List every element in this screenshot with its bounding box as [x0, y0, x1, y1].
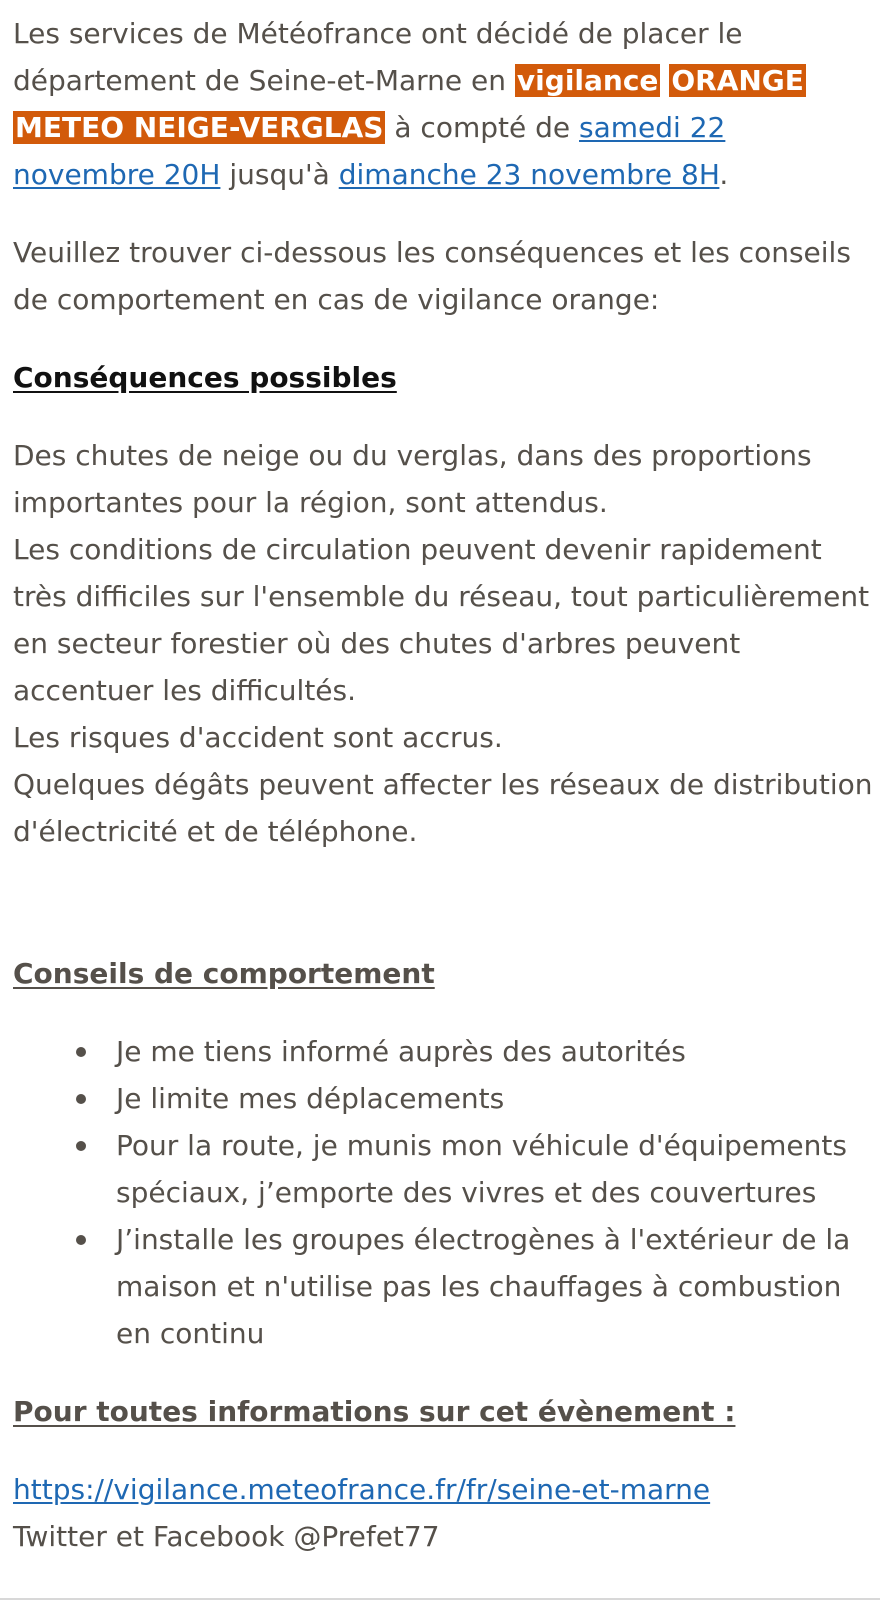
- neige-verglas-highlight: METEO NEIGE-VERGLAS: [15, 111, 384, 144]
- info-heading: Pour toutes informations sur cet évènement :: [13, 1395, 736, 1428]
- bullet-icon: [76, 1141, 86, 1151]
- list-item-text: Je limite mes déplacements: [116, 1082, 505, 1115]
- list-item: [116, 1216, 873, 1357]
- intro-paragraph: [13, 10, 873, 198]
- intro-text-end: .: [719, 158, 729, 191]
- intro2-paragraph: Veuillez trouver ci-dessous les conséquences et les conseils de comportement en cas de vigilance orange:: [13, 236, 851, 316]
- social-line: Twitter et Facebook @Prefet77: [13, 1520, 440, 1553]
- end-date-link[interactable]: dimanche 23 novembre 8H: [338, 158, 720, 191]
- intro-text-mid2: jusqu'à: [220, 158, 339, 191]
- bullet-icon: [76, 1235, 86, 1245]
- consequences-heading: Conséquences possibles: [13, 361, 397, 394]
- consequence-line: Les risques d'accident sont accrus.: [13, 721, 503, 754]
- list-item: [116, 1028, 873, 1075]
- bullet-icon: [76, 1047, 86, 1057]
- list-item: [116, 1075, 873, 1122]
- consequence-line: Des chutes de neige ou du verglas, dans des proportions importantes pour la région, sont attendus.: [13, 439, 812, 519]
- list-item-text: Je me tiens informé auprès des autorités: [116, 1035, 686, 1068]
- list-item-text: Pour la route, je munis mon véhicule d'équipements spéciaux, j’emporte des vivres et des couvertures: [116, 1129, 847, 1209]
- consequence-line: Quelques dégâts peuvent affecter les réseaux de distribution d'électricité et de téléphone.: [13, 768, 873, 848]
- vigilance-url-link[interactable]: https://vigilance.meteofrance.fr/fr/seine-et-marne: [13, 1473, 711, 1506]
- bullet-icon: [76, 1094, 86, 1104]
- start-date-link[interactable]: samedi 22 novembre 20H: [13, 111, 726, 191]
- vigilance-highlight: vigilance: [516, 64, 659, 97]
- list-item: [116, 1122, 873, 1216]
- list-item-text: J’installe les groupes électrogènes à l'extérieur de la maison et n'utilise pas les chauffages à combustion en continu: [116, 1223, 851, 1350]
- orange-highlight: ORANGE: [671, 64, 804, 97]
- conseils-heading: Conseils de comportement: [13, 957, 435, 990]
- conseils-list: [13, 1028, 873, 1357]
- info-link-line: [13, 1466, 880, 1513]
- consequence-line: Les conditions de circulation peuvent devenir rapidement très difficiles sur l'ensemble du réseau, tout particulièrement en secteur forestier où des chutes d'arbres peuvent accentuer les difficultés.: [13, 533, 870, 707]
- intro-text-mid: à compté de: [385, 111, 580, 144]
- intro-text-before: Les services de Météofrance ont décidé de placer le département de Seine-et-Marne en: [13, 17, 743, 97]
